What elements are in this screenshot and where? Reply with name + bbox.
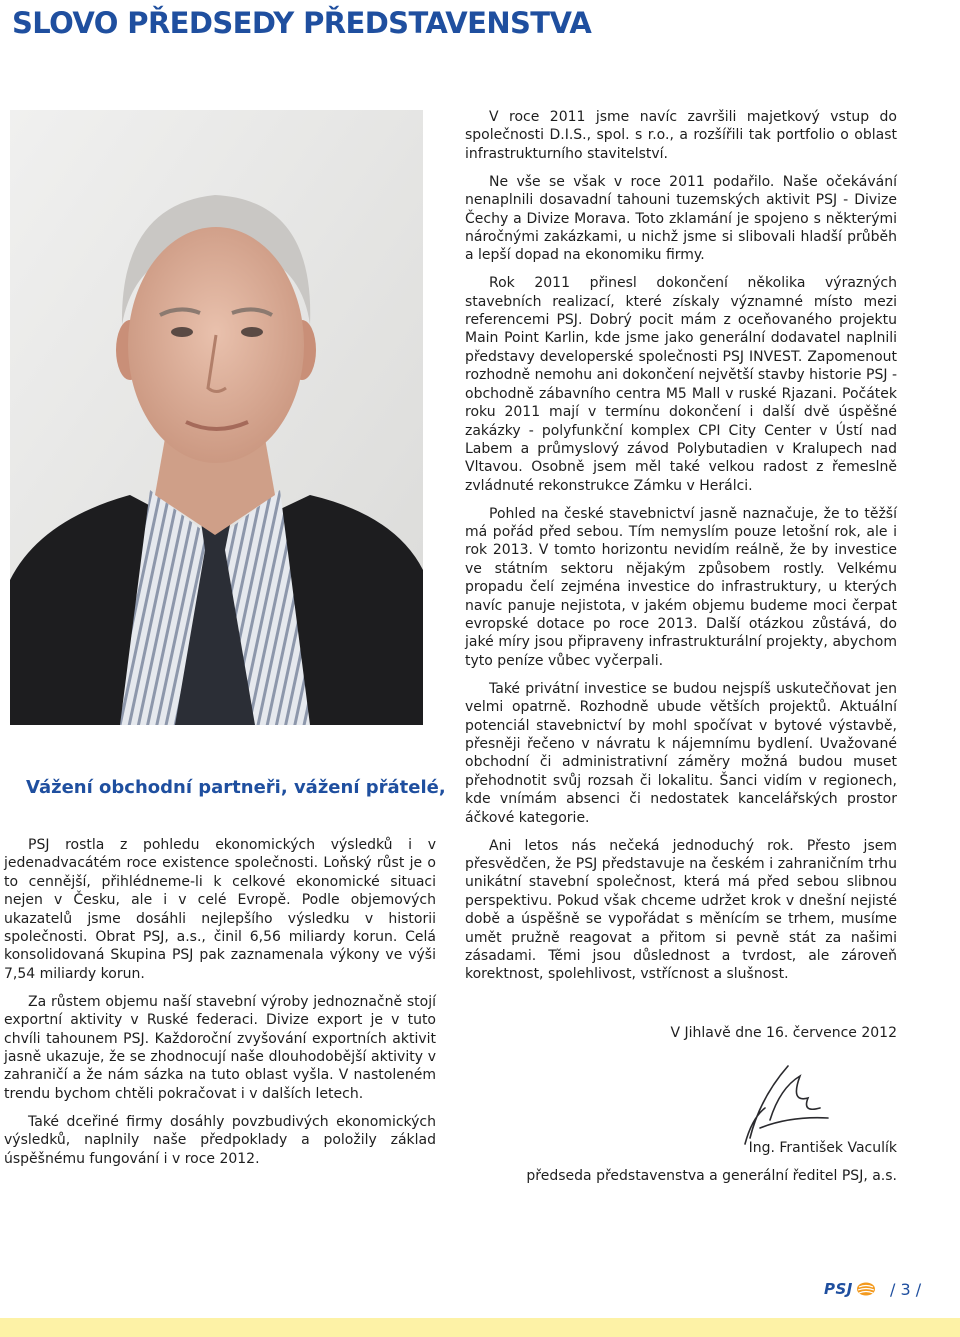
signatory-role: předseda představenstva a generální ředitel PSJ, a.s. bbox=[526, 1168, 897, 1184]
footer-band bbox=[0, 1318, 960, 1337]
paragraph: Také dceřiné firmy dosáhly povzbudivých ekonomických výsledků, naplnily naše předpoklady a položily základ úspěšnému fungování i v roce 2012. bbox=[4, 1113, 436, 1167]
page-number: / 3 / bbox=[890, 1280, 922, 1299]
closing-place-date: V Jihlavě dne 16. července 2012 bbox=[670, 1025, 897, 1041]
right-text-column bbox=[465, 108, 897, 993]
psj-logo-mark-icon bbox=[856, 1282, 876, 1296]
portrait-photo bbox=[10, 110, 423, 725]
paragraph: Pohled na české stavebnictví jasně naznačuje, že to těžší má pořád před sebou. Tím nemyslím pouze letošní rok, ale i rok 2013. V tomto horizontu nevidím reálně, že by investice ve státním sektoru nějakým způsobem rostly. Velkému propadu čelí zejména investice do infrastruktury, u kterých navíc panuje nejistota, v jakém objemu budeme moci čerpat evropské dotace po roce 2013. Další otázkou zůstává, do jaké míry jsou připraveny infrastrukturální projekty, abychom tyto peníze vůbec vyčerpali. bbox=[465, 505, 897, 669]
paragraph: Ani letos nás nečeká jednoduchý rok. Přesto jsem přesvědčen, že PSJ představuje na českém i zahraničním trhu unikátní stavební společnost, která má před sebou slibnou perspektivu. Pokud však chceme udržet krok v dnešní nejisté době a úspěšně se vypořádat s měnícím se trhem, musíme umět pružně reagovat a přitom si pevně stát za našimi zásadami. Těmi jsou důslednost a tvrdost, ale zároveň korektnost, spolehlivost, vstřícnost a slušnost. bbox=[465, 837, 897, 983]
paragraph: V roce 2011 jsme navíc završili majetkový vstup do společnosti D.I.S., spol. s r.o., a rozšířili tak portfolio o oblast infrastrukturního stavitelství. bbox=[465, 109, 897, 162]
signatory-name: Ing. František Vaculík bbox=[748, 1140, 897, 1156]
paragraph: PSJ rostla z pohledu ekonomických výsledků i v jedenadvacátém roce existence společnosti. Loňský růst je o to cennější, přihlédneme-li k celkové ekonomické situaci nejen v Česku, ale i v celé Evropě. Podle objemových ukazatelů jsme dosáhli nejlepšího výsledku v historii společnosti. Obrat PSJ, a.s., činil 6,56 miliardy korun. Celá konsolidovaná Skupina PSJ pak zaznamenala výkony ve výši 7,54 miliardy korun. bbox=[4, 837, 436, 982]
handwritten-signature bbox=[730, 1058, 835, 1150]
paragraph: Rok 2011 přinesl dokončení několika výrazných stavebních realizací, které získaly významné místo mezi referencemi PSJ. Dobrý pocit mám z oceňovaného projektu Main Point Karlin, kde jsme jako generální dodavatel naplnili představy developerské společnosti PSJ INVEST. Zapomenout rozhodně nemohu ani dokončení největší stavby historie PSJ - obchodně zábavního centra M5 Mall v ruské Rjazani. Počátek roku 2011 mají v termínu dokončení i další dvě úspěšné zakázky - polyfunkční komplex CPI City Center v Ústí nad Labem a průmyslový závod Polybutadien v Kralupech nad Vltavou. Osobně jsem měl také velkou radost z řemeslně zvládnuté rekonstrukce Zámku v Herálci. bbox=[465, 275, 897, 494]
salutation-heading: Vážení obchodní partneři, vážení přátelé, bbox=[26, 777, 446, 798]
paragraph: Za růstem objemu naší stavební výroby jednoznačně stojí exportní aktivity v Ruské federaci. Divize export je v tuto chvíli tahounem PSJ. Každoroční zvyšování exportních aktivit jasně ukazuje, že se zhodnocují naše dlouhodobější aktivity v zahraničí a že nám sázka na tuto oblast vyšla. V nastoleném trendu bychom chtěli pokračovat i v dalších letech. bbox=[4, 993, 436, 1102]
left-text-column bbox=[4, 836, 436, 1177]
psj-logo bbox=[824, 1280, 876, 1298]
page-title: SLOVO PŘEDSEDY PŘEDSTAVENSTVA bbox=[12, 6, 592, 40]
paragraph: Také privátní investice se budou nejspíš uskutečňovat jen velmi opatrně. Rozhodně ubude větších projektů. Aktuální potenciál stavebnictví by mohl spočívat v bytové výstavbě, přesněji řečeno v návratu k nájemnímu bydlení. Uvažované obchodní či administrativní záměry možná budou muset přehodnotit svůj rozsah či lokalitu. Šanci vidím v regionech, kde vnímám absenci či nedostatek kancelářských prostor áčkové kategorie. bbox=[465, 680, 897, 826]
paragraph: Ne vše se však v roce 2011 podařilo. Naše očekávání nenaplnili dosavadní tahouni tuzemských aktivit PSJ - Divize Čechy a Divize Morava. Toto zklamání je spojeno s některými náročnými zakázkami, u nichž jsme si slibovali hladší průběh a lepší dopad na ekonomiku firmy. bbox=[465, 173, 897, 264]
logo-text: PSJ bbox=[824, 1280, 853, 1298]
